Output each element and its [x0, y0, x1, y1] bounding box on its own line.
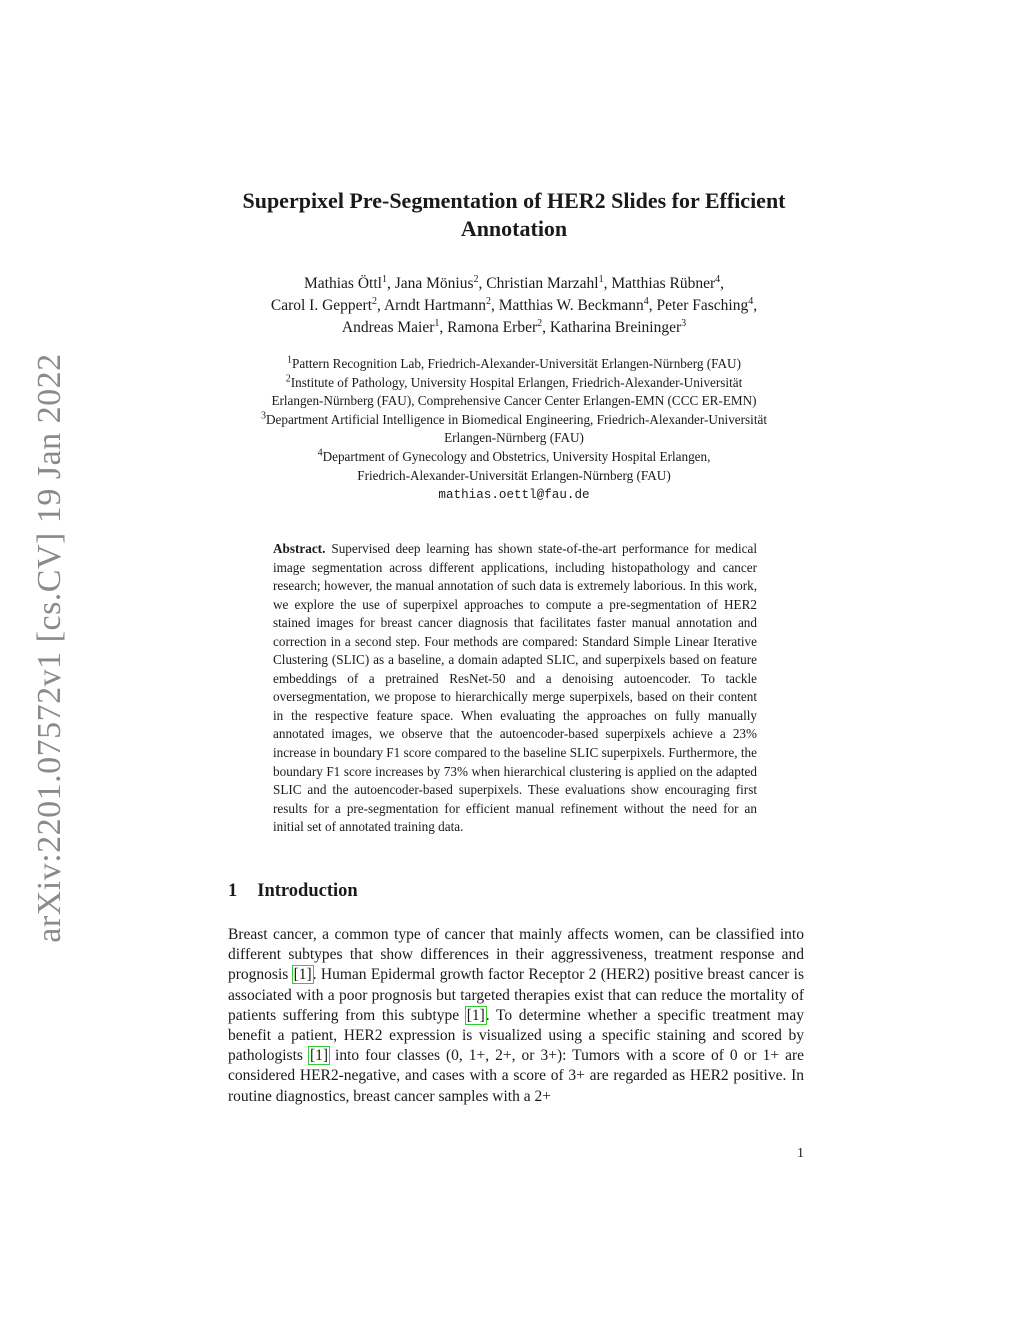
author-name: Mathias Öttl: [304, 275, 382, 292]
author-name: Ramona Erber: [447, 319, 538, 336]
author-name: Jana Mönius: [394, 275, 474, 292]
affiliation-text: Department of Gynecology and Obstetrics, University Hospital Erlangen,: [322, 448, 711, 464]
author-name: Arndt Hartmann: [383, 297, 486, 314]
author-list: [212, 273, 816, 339]
author-separator: ,: [490, 297, 499, 314]
paragraph-text: into four classes (0, 1+, 2+, or 3+): Tumors with a score of 0 or 1+ are considered HER2-negative, and cases with a score of 3+ are regarded as HER2 positive. In routine diagnostics, breast cancer samples with a 2+: [228, 1047, 805, 1105]
author-affiliation-mark: 1: [598, 273, 604, 285]
affiliation-list: [212, 355, 816, 505]
author-name: Matthias Rübner: [611, 275, 716, 292]
paragraph-text: Breast cancer, a common type of cancer that mainly affects women, can be classified into different subtypes that show differences in their aggressiveness, treatment response and prognosis: [228, 926, 804, 984]
section-heading-introduction: [228, 881, 358, 902]
contact-email[interactable]: mathias.oettl@fau.de: [438, 488, 590, 503]
author-separator: ,: [377, 297, 384, 314]
author-separator: ,: [720, 275, 724, 292]
affiliation-line: [212, 467, 816, 486]
author-name: Carol I. Geppert: [270, 297, 373, 314]
abstract-text: Supervised deep learning has shown state-of-the-art performance for medical image segmentation across different applications, including histopathology and cancer research; however, the manual annotation of such data is extremely laborious. In this work, we explore the use of superpixel approaches to compute a pre-segmentation of HER2 stained images for breast cancer diagnosis that facilitates faster manual annotation and correction in a second step. Four methods are compared: Standard Simple Linear Iterative Clustering (SLIC) as a baseline, a domain adapted SLIC, and superpixels based on feature embeddings of a pretrained ResNet-50 and a denoising autoencoder. To tackle oversegmentation, we propose to hierarchically merge superpixels, based on their content in the respective feature space. When evaluating the approaches on fully manually annotated images, we observe that the autoencoder-based superpixels achieve a 23% increase in boundary F1 score compared to the baseline SLIC superpixels. Furthermore, the boundary F1 score increases by 73% when hierarchical clustering is applied on the adapted SLIC and the autoencoder-based superpixels. These evaluations show encouraging first results for a pre-segmentation for efficient manual refinement without the need for an initial set of annotated training data.: [273, 541, 757, 835]
author-name: Andreas Maier: [341, 319, 435, 336]
affiliation-number: 4: [317, 447, 323, 459]
abstract: [273, 540, 757, 837]
abstract-label: Abstract.: [273, 541, 326, 556]
author-line: [212, 273, 816, 295]
author-affiliation-mark: 2: [537, 317, 543, 329]
author-affiliation-mark: 4: [643, 295, 649, 307]
author-affiliation-mark: 1: [434, 317, 440, 329]
affiliation-text: Pattern Recognition Lab, Friedrich-Alexander-Universität Erlangen-Nürnberg (FAU): [292, 356, 741, 371]
author-affiliation-mark: 2: [473, 273, 479, 285]
author-separator: ,: [603, 275, 612, 292]
paragraph-text: . To determine whether a specific treatment may benefit a patient, HER2 expression is visualized using a specific staining and scored by pathologists: [228, 1006, 804, 1065]
author-name: Peter Fasching: [656, 297, 749, 314]
affiliation-text: Department Artificial Intelligence in Biomedical Engineering, Friedrich-Alexander-Universität: [265, 411, 768, 427]
author-affiliation-mark: 2: [372, 295, 378, 307]
section-title: Introduction: [257, 881, 358, 901]
author-name: Katharina Breininger: [549, 319, 682, 336]
affiliation-line: [212, 448, 816, 467]
affiliation-line: [212, 392, 816, 411]
introduction-paragraph: [228, 925, 804, 1107]
affiliation-text: Erlangen-Nürnberg (FAU), Comprehensive Cancer Center Erlangen-EMN (CCC ER-EMN): [271, 393, 757, 409]
affiliation-text: Erlangen-Nürnberg (FAU): [444, 430, 584, 446]
paragraph-text: . Human Epidermal growth factor Receptor 2 (HER2) positive breast cancer is associated with a poor prognosis but targeted therapies exist that can reduce the mortality of patients suffering from this subtype: [228, 966, 804, 1024]
affiliation-number: 1: [287, 354, 293, 366]
affiliation-line: [212, 374, 816, 393]
author-separator: ,: [753, 297, 758, 314]
author-affiliation-mark: 4: [748, 295, 754, 307]
author-line: [212, 295, 816, 317]
author-line: [212, 317, 816, 339]
author-name: Christian Marzahl: [486, 275, 599, 292]
affiliation-number: 3: [260, 410, 266, 422]
page-number: 1: [797, 1146, 804, 1161]
author-affiliation-mark: 3: [681, 317, 687, 329]
author-separator: ,: [648, 297, 657, 314]
author-affiliation-mark: 4: [715, 273, 721, 285]
author-affiliation-mark: 2: [485, 295, 491, 307]
section-number: 1: [228, 881, 238, 901]
affiliation-text: Institute of Pathology, University Hospital Erlangen, Friedrich-Alexander-Universität: [290, 374, 743, 390]
citation-link[interactable]: [1]: [466, 1006, 485, 1024]
citation-link[interactable]: [1]: [293, 966, 312, 984]
affiliation-line: [212, 429, 816, 448]
author-affiliation-mark: 1: [381, 273, 387, 285]
affiliation-line: [212, 355, 816, 374]
affiliation-line: [212, 411, 816, 430]
author-separator: ,: [478, 275, 487, 292]
affiliation-text: Friedrich-Alexander-Universität Erlangen-Nürnberg (FAU): [357, 467, 671, 483]
citation-link[interactable]: [1]: [309, 1047, 329, 1065]
author-separator: ,: [542, 319, 550, 336]
author-separator: ,: [439, 319, 448, 336]
arxiv-identifier-stamp: arXiv:2201.07572v1 [cs.CV] 19 Jan 2022: [31, 353, 68, 943]
paper-title: Superpixel Pre-Segmentation of HER2 Slides for Efficient Annotation: [242, 188, 786, 241]
affiliation-number: 2: [285, 373, 291, 385]
author-name: Matthias W. Beckmann: [498, 297, 644, 314]
author-separator: ,: [386, 275, 395, 292]
